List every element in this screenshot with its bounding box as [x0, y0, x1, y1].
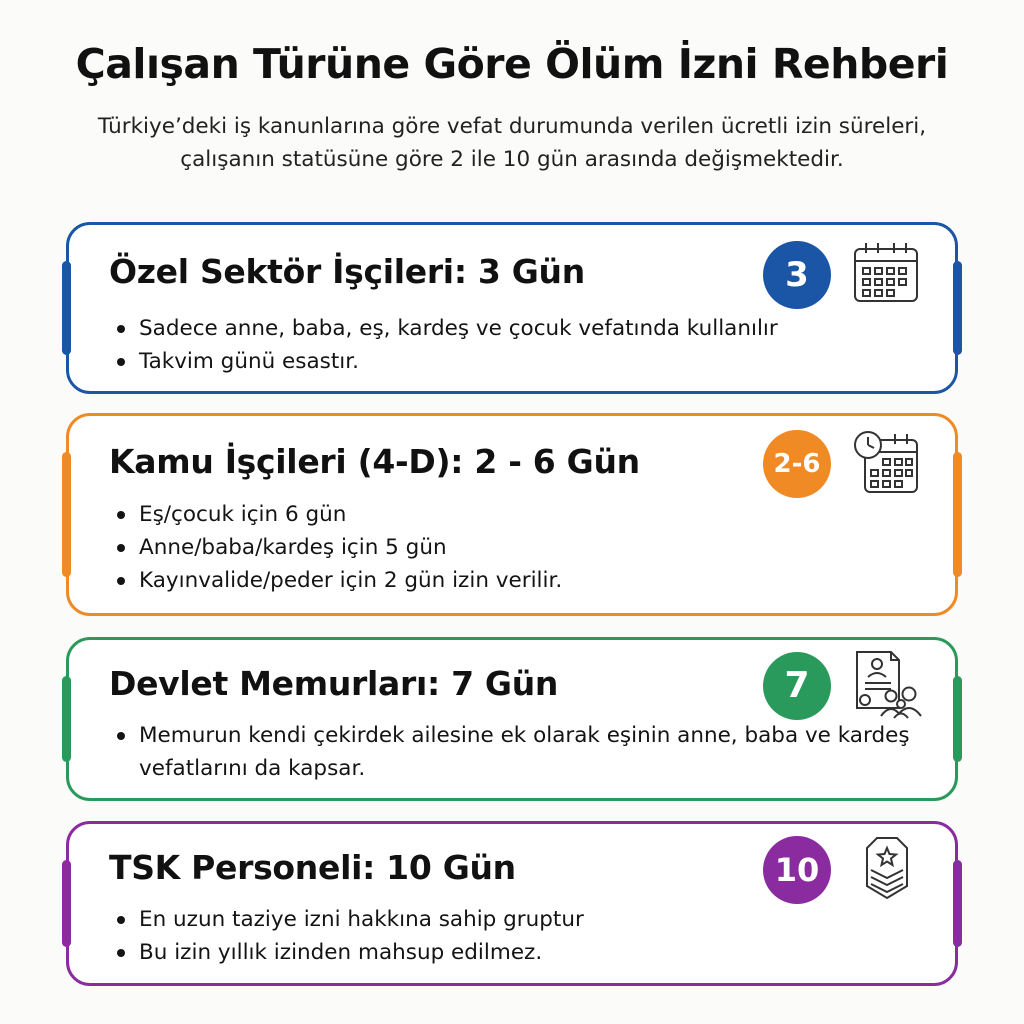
card-bullet-list [115, 498, 935, 597]
bullet-item: Eş/çocuk için 6 gün [115, 498, 935, 531]
day-count-badge: 10 [763, 836, 831, 904]
card-left-tab [62, 676, 71, 762]
calendar-clock-icon [851, 428, 921, 496]
page-title: Çalışan Türüne Göre Ölüm İzni Rehberi [75, 40, 949, 88]
card-right-tab [953, 860, 962, 947]
card-public-workers [66, 413, 958, 616]
card-bullet-list [115, 719, 935, 785]
bullet-item: Kayınvalide/peder için 2 gün izin verilir. [115, 564, 935, 597]
card-bullet-list [115, 903, 935, 969]
calendar-icon [851, 239, 921, 305]
card-right-tab [953, 676, 962, 762]
bullet-item: En uzun taziye izni hakkına sahip gruptur [115, 903, 935, 936]
day-count-badge: 3 [763, 241, 831, 309]
card-title: Devlet Memurları: 7 Gün [109, 664, 559, 703]
day-count-badge: 2-6 [763, 430, 831, 498]
card-left-tab [62, 860, 71, 947]
card-armed-forces [66, 821, 958, 986]
card-title: Kamu İşçileri (4-D): 2 - 6 Gün [109, 442, 640, 481]
card-right-tab [953, 452, 962, 577]
bullet-item: Bu izin yıllık izinden mahsup edilmez. [115, 936, 935, 969]
card-civil-servants [66, 637, 958, 801]
page-subtitle: Türkiye’deki iş kanunlarına göre vefat durumunda verilen ücretli izin süreleri, çalışanın statüsüne göre 2 ile 10 gün arasında değişmektedir. [97, 114, 927, 172]
bullet-item: Sadece anne, baba, eş, kardeş ve çocuk vefatında kullanılır [115, 312, 935, 345]
card-right-tab [953, 261, 962, 355]
military-rank-icon [861, 834, 913, 902]
day-count-badge: 7 [763, 652, 831, 720]
card-left-tab [62, 452, 71, 577]
card-private-sector [66, 222, 958, 394]
card-bullet-list [115, 312, 935, 378]
card-title: Özel Sektör İşçileri: 3 Gün [109, 252, 585, 291]
bullet-item: Anne/baba/kardeş için 5 gün [115, 531, 935, 564]
bullet-item: Memurun kendi çekirdek ailesine ek olarak eşinin anne, baba ve kardeş vefatlarını da kapsar. [115, 719, 935, 785]
certificate-family-icon [851, 648, 925, 720]
card-left-tab [62, 261, 71, 355]
bullet-item: Takvim günü esastır. [115, 345, 935, 378]
card-title: TSK Personeli: 10 Gün [109, 848, 516, 887]
